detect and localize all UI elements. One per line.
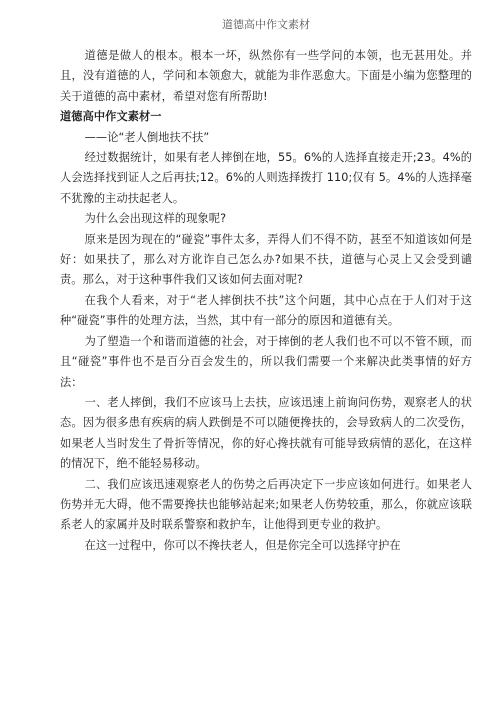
body-paragraph: 在这一过程中，你可以不搀扶老人，但是你完全可以选择守护在 [84,538,401,552]
body-paragraph: 经过数据统计，如果有老人摔倒在地，55。6%的人选择直接走开;23。4%的人会选择找到证人之后再扶;12。6%的人则选择拨打 110;仅有 5。4%的人选择毫不犹豫的主动扶起老人。 [60,151,472,205]
body-paragraph: 一、老人摔倒，我们不应该马上去扶，应该迅速上前询问伤势，观察老人的状态。因为很多患有疾病的病人跌倒是不可以随便搀扶的，会导致病人的二次受伤，如果老人当时发生了骨折等情况，你的好心搀扶就有可能导致病情的恶化，在这样的情况下，绝不能轻易移动。 [60,395,472,471]
body-paragraph: 二、我们应该迅速观察老人的伤势之后再决定下一步应该如何进行。如果老人伤势并无大碍，他不需要搀扶也能够站起来;如果老人伤势较重，那么，你就应该联系老人的家属并及时联系警察和救护车，让他得到更专业的救护。 [60,477,472,532]
body-paragraph: 为了塑造一个和谐而道德的社会，对于摔倒的老人我们也不可以不管不顾，而且“碰瓷”事件也不是百分百会发生的，所以我们需要一个来解决此类事情的好方法： [60,334,472,389]
body-paragraph: 原来是因为现在的“碰瓷”事件太多，弄得人们不得不防，甚至不知道该如何是好：如果扶了，那么对方讹诈自己怎么办?如果不扶，道德与心灵上又会受到谴责。那么，对于这种事件我们又该如何去面对呢? [60,232,472,287]
document-body [60,46,472,556]
section-heading: 道德高中作文素材一 [60,110,162,124]
body-paragraph: 为什么会出现这样的现象呢? [84,212,227,226]
page-header: 道德高中作文素材 [222,18,310,31]
body-paragraph: 在我个人看来，对于“老人摔倒扶不扶”这个问题，其中心点在于人们对于这种“碰瓷”事件的处理方法，当然，其中有一部分的原因和道德有关。 [60,293,472,328]
intro-paragraph: 道德是做人的根本。根本一坏，纵然你有一些学问的本领，也无甚用处。并且，没有道德的人，学问和本领愈大，就能为非作恶愈大。下面是小编为您整理的关于道德的高中素材，希望对您有所帮助! [60,49,472,103]
section-subtitle: ——论“老人倒地扶不扶” [84,130,210,144]
